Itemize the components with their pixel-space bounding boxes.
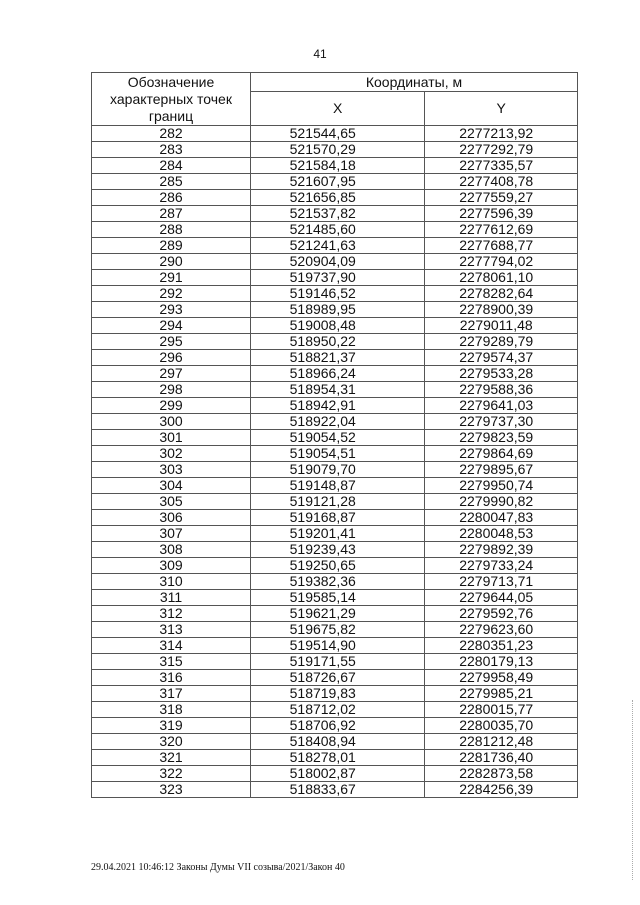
- table-row: [92, 318, 578, 334]
- y-coordinate-cell: 2279985,21: [425, 686, 578, 702]
- x-coordinate-cell: 519146,52: [251, 286, 425, 302]
- table-row: [92, 494, 578, 510]
- y-coordinate-cell: 2279588,36: [425, 382, 578, 398]
- table-header: [92, 73, 578, 126]
- table-row: [92, 638, 578, 654]
- x-coordinate-cell: 518950,22: [251, 334, 425, 350]
- y-coordinate-cell: 2279574,37: [425, 350, 578, 366]
- x-coordinate-cell: 518002,87: [251, 766, 425, 782]
- x-coordinate-cell: 519079,70: [251, 462, 425, 478]
- x-coordinate-cell: 521544,65: [251, 126, 425, 142]
- point-id-cell: 301: [92, 430, 251, 446]
- y-coordinate-cell: 2278282,64: [425, 286, 578, 302]
- y-coordinate-cell: 2279864,69: [425, 446, 578, 462]
- y-coordinate-cell: 2277688,77: [425, 238, 578, 254]
- table-row: [92, 750, 578, 766]
- point-id-cell: 288: [92, 222, 251, 238]
- point-id-cell: 287: [92, 206, 251, 222]
- point-id-cell: 310: [92, 574, 251, 590]
- point-id-cell: 308: [92, 542, 251, 558]
- x-coordinate-cell: 518922,04: [251, 414, 425, 430]
- y-coordinate-cell: 2280035,70: [425, 718, 578, 734]
- point-id-cell: 296: [92, 350, 251, 366]
- y-coordinate-cell: 2280047,83: [425, 510, 578, 526]
- point-id-cell: 295: [92, 334, 251, 350]
- y-coordinate-cell: 2279533,28: [425, 366, 578, 382]
- x-coordinate-cell: 518706,92: [251, 718, 425, 734]
- table-row: [92, 654, 578, 670]
- x-coordinate-cell: 519148,87: [251, 478, 425, 494]
- x-coordinate-cell: 518833,67: [251, 782, 425, 798]
- y-coordinate-cell: 2279990,82: [425, 494, 578, 510]
- y-coordinate-cell: 2279713,71: [425, 574, 578, 590]
- point-id-cell: 322: [92, 766, 251, 782]
- point-id-cell: 304: [92, 478, 251, 494]
- footer-stamp: 29.04.2021 10:46:12 Законы Думы VII созыва/2021/Закон 40: [91, 862, 345, 873]
- table-row: [92, 718, 578, 734]
- x-coordinate-cell: 521241,63: [251, 238, 425, 254]
- table-row: [92, 734, 578, 750]
- x-coordinate-cell: 518942,91: [251, 398, 425, 414]
- point-id-cell: 297: [92, 366, 251, 382]
- point-id-cell: 311: [92, 590, 251, 606]
- table-row: [92, 286, 578, 302]
- x-coordinate-cell: 519675,82: [251, 622, 425, 638]
- table-row: [92, 542, 578, 558]
- x-coordinate-cell: 518278,01: [251, 750, 425, 766]
- y-coordinate-cell: 2278900,39: [425, 302, 578, 318]
- point-id-cell: 317: [92, 686, 251, 702]
- table-row: [92, 782, 578, 798]
- x-coordinate-cell: 518726,67: [251, 670, 425, 686]
- point-id-cell: 300: [92, 414, 251, 430]
- header-x: X: [251, 92, 425, 126]
- y-coordinate-cell: 2277596,39: [425, 206, 578, 222]
- point-id-cell: 298: [92, 382, 251, 398]
- x-coordinate-cell: 519121,28: [251, 494, 425, 510]
- y-coordinate-cell: 2278061,10: [425, 270, 578, 286]
- table-row: [92, 382, 578, 398]
- point-id-cell: 316: [92, 670, 251, 686]
- y-coordinate-cell: 2279289,79: [425, 334, 578, 350]
- x-coordinate-cell: 519054,52: [251, 430, 425, 446]
- table-row: [92, 526, 578, 542]
- y-coordinate-cell: 2279592,76: [425, 606, 578, 622]
- table-row: [92, 766, 578, 782]
- table-row: [92, 206, 578, 222]
- x-coordinate-cell: 518954,31: [251, 382, 425, 398]
- x-coordinate-cell: 519239,43: [251, 542, 425, 558]
- y-coordinate-cell: 2277612,69: [425, 222, 578, 238]
- table-row: [92, 238, 578, 254]
- y-coordinate-cell: 2279733,24: [425, 558, 578, 574]
- point-id-cell: 309: [92, 558, 251, 574]
- y-coordinate-cell: 2279892,39: [425, 542, 578, 558]
- x-coordinate-cell: 521656,85: [251, 190, 425, 206]
- point-id-cell: 285: [92, 174, 251, 190]
- y-coordinate-cell: 2279823,59: [425, 430, 578, 446]
- table-row: [92, 270, 578, 286]
- point-id-cell: 299: [92, 398, 251, 414]
- x-coordinate-cell: 519008,48: [251, 318, 425, 334]
- point-id-cell: 283: [92, 142, 251, 158]
- table-row: [92, 414, 578, 430]
- table-row: [92, 670, 578, 686]
- x-coordinate-cell: 518821,37: [251, 350, 425, 366]
- table-row: [92, 350, 578, 366]
- y-coordinate-cell: 2277213,92: [425, 126, 578, 142]
- x-coordinate-cell: 519585,14: [251, 590, 425, 606]
- x-coordinate-cell: 519514,90: [251, 638, 425, 654]
- table-row: [92, 510, 578, 526]
- point-id-cell: 294: [92, 318, 251, 334]
- point-id-cell: 314: [92, 638, 251, 654]
- point-id-cell: 305: [92, 494, 251, 510]
- table-row: [92, 126, 578, 142]
- y-coordinate-cell: 2277559,27: [425, 190, 578, 206]
- table-row: [92, 462, 578, 478]
- point-id-cell: 292: [92, 286, 251, 302]
- y-coordinate-cell: 2279895,67: [425, 462, 578, 478]
- side-margin-mark: [632, 700, 634, 880]
- header-coordinates: Координаты, м: [251, 73, 578, 92]
- table-row: [92, 558, 578, 574]
- x-coordinate-cell: 519737,90: [251, 270, 425, 286]
- y-coordinate-cell: 2282873,58: [425, 766, 578, 782]
- point-id-cell: 312: [92, 606, 251, 622]
- table-row: [92, 478, 578, 494]
- point-id-cell: 303: [92, 462, 251, 478]
- x-coordinate-cell: 519250,65: [251, 558, 425, 574]
- page-number: 41: [313, 47, 327, 61]
- table-row: [92, 142, 578, 158]
- y-coordinate-cell: 2280351,23: [425, 638, 578, 654]
- point-id-cell: 284: [92, 158, 251, 174]
- y-coordinate-cell: 2279011,48: [425, 318, 578, 334]
- x-coordinate-cell: 519621,29: [251, 606, 425, 622]
- table-row: [92, 366, 578, 382]
- y-coordinate-cell: 2284256,39: [425, 782, 578, 798]
- point-id-cell: 318: [92, 702, 251, 718]
- point-id-cell: 291: [92, 270, 251, 286]
- y-coordinate-cell: 2279623,60: [425, 622, 578, 638]
- y-coordinate-cell: 2280048,53: [425, 526, 578, 542]
- point-id-cell: 306: [92, 510, 251, 526]
- y-coordinate-cell: 2279641,03: [425, 398, 578, 414]
- table-row: [92, 590, 578, 606]
- point-id-cell: 290: [92, 254, 251, 270]
- y-coordinate-cell: 2277408,78: [425, 174, 578, 190]
- y-coordinate-cell: 2280015,77: [425, 702, 578, 718]
- table-row: [92, 158, 578, 174]
- table-row: [92, 606, 578, 622]
- table-row: [92, 190, 578, 206]
- table-body: [92, 126, 578, 798]
- x-coordinate-cell: 518989,95: [251, 302, 425, 318]
- x-coordinate-cell: 519201,41: [251, 526, 425, 542]
- x-coordinate-cell: 519054,51: [251, 446, 425, 462]
- x-coordinate-cell: 521584,18: [251, 158, 425, 174]
- y-coordinate-cell: 2279644,05: [425, 590, 578, 606]
- table-row: [92, 702, 578, 718]
- x-coordinate-cell: 520904,09: [251, 254, 425, 270]
- table-row: [92, 302, 578, 318]
- table-row: [92, 622, 578, 638]
- x-coordinate-cell: 518408,94: [251, 734, 425, 750]
- x-coordinate-cell: 519171,55: [251, 654, 425, 670]
- point-id-cell: 323: [92, 782, 251, 798]
- table-row: [92, 334, 578, 350]
- y-coordinate-cell: 2277292,79: [425, 142, 578, 158]
- point-id-cell: 320: [92, 734, 251, 750]
- table-row: [92, 174, 578, 190]
- x-coordinate-cell: 521537,82: [251, 206, 425, 222]
- x-coordinate-cell: 519382,36: [251, 574, 425, 590]
- point-id-cell: 286: [92, 190, 251, 206]
- y-coordinate-cell: 2277335,57: [425, 158, 578, 174]
- point-id-cell: 313: [92, 622, 251, 638]
- table-row: [92, 398, 578, 414]
- x-coordinate-cell: 521485,60: [251, 222, 425, 238]
- point-id-cell: 315: [92, 654, 251, 670]
- point-id-cell: 321: [92, 750, 251, 766]
- point-id-cell: 307: [92, 526, 251, 542]
- header-y: Y: [425, 92, 578, 126]
- point-id-cell: 282: [92, 126, 251, 142]
- point-id-cell: 319: [92, 718, 251, 734]
- y-coordinate-cell: 2281736,40: [425, 750, 578, 766]
- y-coordinate-cell: 2280179,13: [425, 654, 578, 670]
- point-id-cell: 293: [92, 302, 251, 318]
- table-row: [92, 446, 578, 462]
- x-coordinate-cell: 521570,29: [251, 142, 425, 158]
- table-row: [92, 222, 578, 238]
- x-coordinate-cell: 519168,87: [251, 510, 425, 526]
- point-id-cell: 289: [92, 238, 251, 254]
- table-row: [92, 254, 578, 270]
- x-coordinate-cell: 521607,95: [251, 174, 425, 190]
- y-coordinate-cell: 2277794,02: [425, 254, 578, 270]
- y-coordinate-cell: 2279737,30: [425, 414, 578, 430]
- table-row: [92, 686, 578, 702]
- y-coordinate-cell: 2279950,74: [425, 478, 578, 494]
- y-coordinate-cell: 2281212,48: [425, 734, 578, 750]
- table-row: [92, 574, 578, 590]
- coordinates-table: [91, 72, 578, 798]
- x-coordinate-cell: 518966,24: [251, 366, 425, 382]
- x-coordinate-cell: 518719,83: [251, 686, 425, 702]
- table-row: [92, 430, 578, 446]
- x-coordinate-cell: 518712,02: [251, 702, 425, 718]
- header-designation: Обозначение характерных точек границ: [92, 73, 251, 126]
- point-id-cell: 302: [92, 446, 251, 462]
- y-coordinate-cell: 2279958,49: [425, 670, 578, 686]
